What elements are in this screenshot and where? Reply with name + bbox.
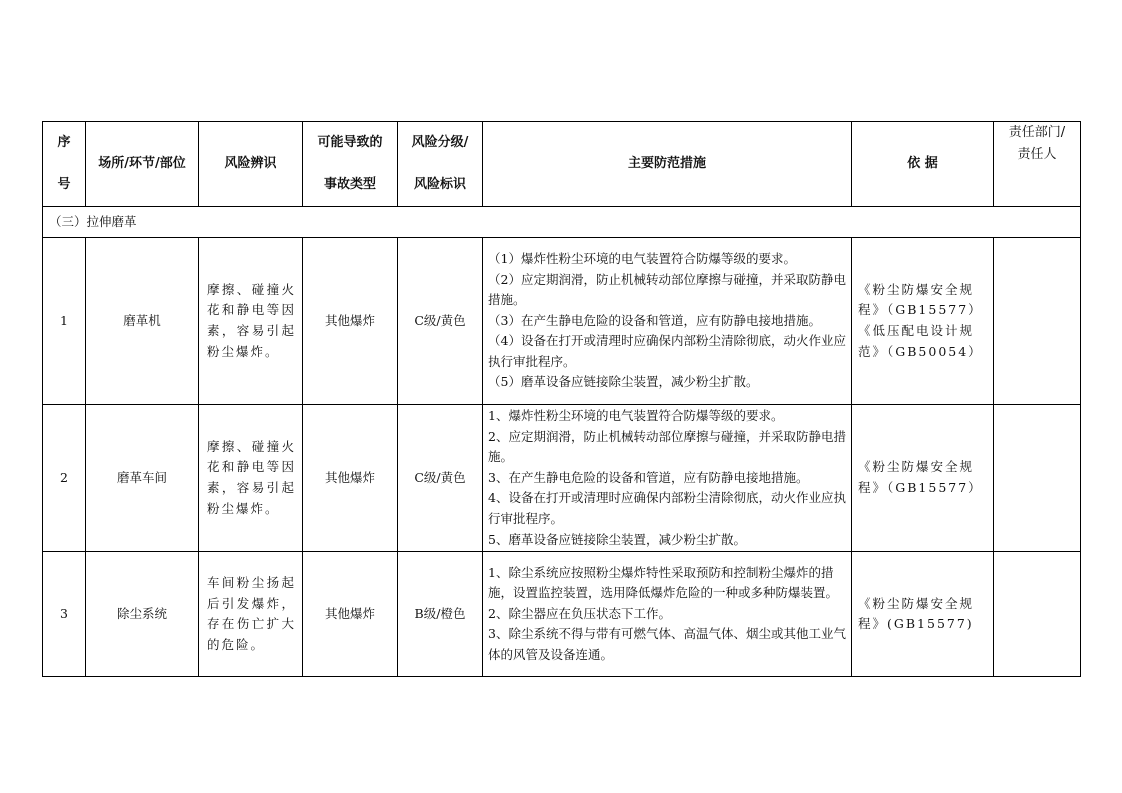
header-responsible-line1: 责任部门/ (1008, 125, 1066, 140)
header-seq-line1: 序 (57, 135, 71, 150)
row-location: 磨革机 (86, 238, 199, 405)
basis-item: 《粉尘防爆安全规程》（GB15577） (858, 281, 983, 318)
header-risk-level-line1: 风险分级/ (411, 135, 469, 150)
header-accident-type-line2: 事故类型 (323, 177, 376, 192)
header-accident-type (303, 122, 398, 207)
table-row (43, 238, 1081, 405)
row-responsible (994, 405, 1081, 552)
measure-item: 3、除尘系统不得与带有可燃气体、高温气体、烟尘或其他工业气体的风管及设备连通。 (488, 626, 846, 663)
section-title: （三）拉伸磨革 (43, 207, 1081, 238)
header-responsible (994, 122, 1081, 207)
measure-item: 3、在产生静电危险的设备和管道，应有防静电接地措施。 (488, 469, 809, 485)
row-risk: 摩擦、碰撞火花和静电等因素，容易引起粉尘爆炸。 (199, 238, 303, 405)
measure-item: 4、设备在打开或清理时应确保内部粉尘清除彻底，动火作业应执行审批程序。 (488, 490, 846, 526)
header-seq (43, 122, 86, 207)
measure-item: （4）设备在打开或清理时应确保内部粉尘清除彻底，动火作业应执行审批程序。 (488, 333, 846, 369)
measure-item: 1、除尘系统应按照粉尘爆炸特性采取预防和控制粉尘爆炸的措施，设置监控装置，选用降低爆炸危险的一种或多种防爆装置。 (488, 564, 839, 601)
basis-item: 《粉尘防爆安全规程》（GB15577） (858, 459, 983, 496)
row-measures (483, 238, 852, 405)
header-accident-type-line1: 可能导致的 (317, 135, 383, 150)
basis-item: 《粉尘防爆安全规程》(GB15577) (858, 595, 975, 632)
row-seq: 2 (43, 405, 86, 552)
row-accident-type: 其他爆炸 (303, 552, 398, 677)
row-responsible (994, 552, 1081, 677)
table-row (43, 552, 1081, 677)
row-measures (483, 405, 852, 552)
measure-item: 2、应定期润滑，防止机械转动部位摩擦与碰撞，并采取防静电措施。 (488, 428, 846, 465)
row-accident-type: 其他爆炸 (303, 238, 398, 405)
measure-item: 5、磨革设备应链接除尘装置，减少粉尘扩散。 (488, 531, 746, 547)
header-risk-level (398, 122, 483, 207)
row-location: 磨革车间 (86, 405, 199, 552)
measure-item: （1）爆炸性粉尘环境的电气装置符合防爆等级的要求。 (488, 250, 796, 266)
row-seq: 3 (43, 552, 86, 677)
row-location: 除尘系统 (86, 552, 199, 677)
header-risk-identification: 风险辨识 (199, 122, 303, 207)
header-location: 场所/环节/部位 (86, 122, 199, 207)
section-row (43, 207, 1081, 238)
header-measures: 主要防范措施 (483, 122, 852, 207)
basis-item: 《低压配电设计规范》（GB50054） (858, 323, 983, 359)
measure-item: （5）磨革设备应链接除尘装置，减少粉尘扩散。 (488, 374, 759, 390)
row-risk-level: C级/黄色 (398, 238, 483, 405)
header-row (43, 122, 1081, 207)
row-basis (852, 552, 994, 677)
row-seq: 1 (43, 238, 86, 405)
measure-item: （3）在产生静电危险的设备和管道，应有防静电接地措施。 (488, 312, 821, 328)
header-seq-line2: 号 (57, 177, 71, 192)
row-basis (852, 238, 994, 405)
row-responsible (994, 238, 1081, 405)
risk-table (42, 121, 1081, 677)
row-accident-type: 其他爆炸 (303, 405, 398, 552)
measure-item: 2、除尘器应在负压状态下工作。 (488, 605, 671, 621)
row-risk-level: C级/黄色 (398, 405, 483, 552)
measure-item: （2）应定期润滑，防止机械转动部位摩擦与碰撞，并采取防静电措施。 (488, 271, 846, 308)
measure-item: 1、爆炸性粉尘环境的电气装置符合防爆等级的要求。 (488, 408, 784, 423)
row-basis (852, 405, 994, 552)
header-basis: 依 据 (852, 122, 994, 207)
header-risk-level-line2: 风险标识 (413, 177, 466, 192)
row-risk-level: B级/橙色 (398, 552, 483, 677)
table-row (43, 405, 1081, 552)
row-risk: 车间粉尘扬起后引发爆炸，存在伤亡扩大的危险。 (199, 552, 303, 677)
row-risk: 摩擦、碰撞火花和静电等因素，容易引起粉尘爆炸。 (199, 405, 303, 552)
header-responsible-line2: 责任人 (1017, 147, 1057, 162)
row-measures (483, 552, 852, 677)
